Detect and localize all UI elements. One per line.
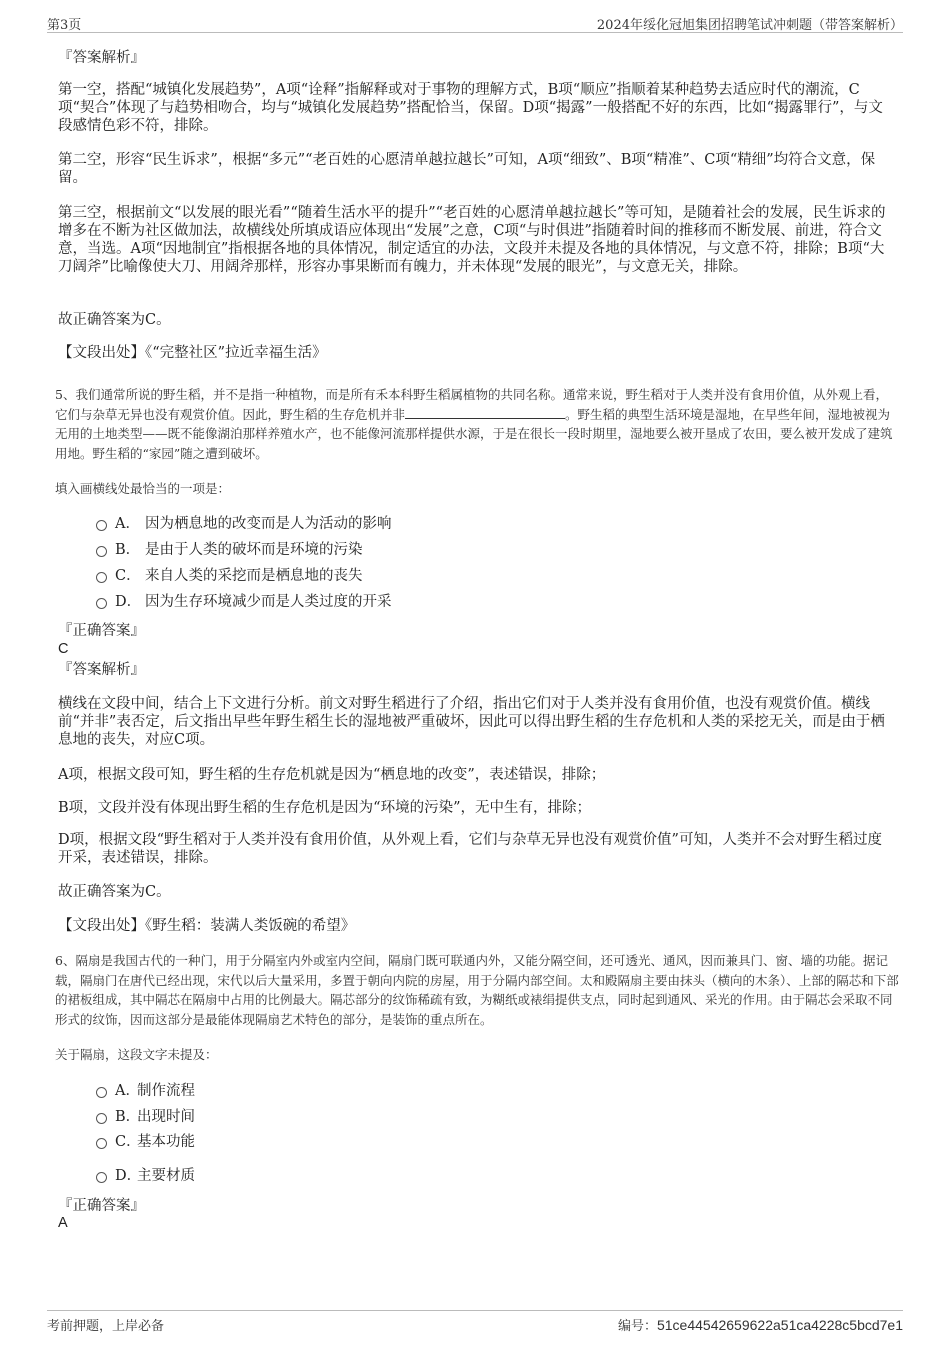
page-number: 第3页: [47, 18, 82, 33]
radio-icon[interactable]: [96, 1138, 107, 1149]
option-text: 是由于人类的破坏而是环境的污染: [145, 542, 363, 558]
q4-conclusion: 故正确答案为C。: [58, 312, 171, 328]
option-text: 主要材质: [137, 1168, 195, 1184]
q6-option-d[interactable]: [96, 1167, 195, 1185]
radio-icon[interactable]: [96, 520, 107, 531]
q5-analysis-label: 『答案解析』: [58, 662, 145, 678]
radio-icon[interactable]: [96, 572, 107, 583]
option-text: 制作流程: [137, 1083, 195, 1099]
q5-stem-part-a: 5、我们通常所说的野生稻，并不是指一种植物，而是所有禾本科野生稻属植物的共同名称。通常来说，野生稻对于人类并没有食用价值，从外观上看，它们与杂草无异也没有观赏价值。因此，野生稻的生存危机并非: [55, 387, 888, 422]
option-letter: A．: [115, 516, 140, 532]
option-text: 基本功能: [137, 1134, 195, 1150]
q5-analysis-p2: A项，根据文段可知，野生稻的生存危机就是因为“栖息地的改变”，表述错误，排除；: [58, 767, 606, 783]
q5-stem-part-b: 。野生稻的典型生活环境是湿地，在早些年间，湿地被视为无用的土地类型——既不能像湖泊那样养殖水产，也不能像河流那样提供水源，于是在很长一段时期里，湿地要么被开垦成了农田，要么被开发成了建筑用地。野生稻的“家园”随之遭到破坏。: [55, 406, 893, 461]
footer-code-value: 51ce44542659622a51ca4228c5bcd7e1: [656, 1317, 903, 1333]
radio-icon[interactable]: [96, 1113, 107, 1124]
option-text: 因为栖息地的改变而是人为活动的影响: [145, 516, 392, 532]
q6-option-a[interactable]: [96, 1082, 195, 1100]
q4-analysis-p3: 第三空，根据前文“以发展的眼光看”“随着生活水平的提升”“老百姓的心愿清单越拉越长”等可知，是随着社会的发展，民生诉求的增多在不断为社区做加法，故横线处所填成语应体现出“发展”之意，C项“与时俱进”指随着时间的推移而不断发展、前进，符合文意，当选。A项“因地制宜”指根据各地的具体情况，制定适宜的办法，文段并未提及各地的具体情况，与文意不符，排除；B项“大刀阔斧”比喻像使大刀、用阔斧那样，形容办事果断而有魄力，并未体现“发展的眼光”，与文意无关，排除。: [58, 205, 886, 275]
q4-analysis-label: 『答案解析』: [58, 50, 145, 66]
document-title: 2024年绥化冠旭集团招聘笔试冲刺题（带答案解析）: [596, 18, 903, 33]
q5-option-b[interactable]: [96, 541, 363, 559]
option-letter: A．: [115, 1083, 140, 1099]
footer-code-label: 编号：: [617, 1319, 657, 1334]
option-text: 出现时间: [137, 1109, 195, 1125]
page-footer: [47, 1310, 903, 1333]
option-letter: C．: [115, 568, 141, 584]
page-header: [47, 14, 903, 33]
q6-option-b[interactable]: [96, 1108, 195, 1126]
q5-analysis-p4: D项，根据文段“野生稻对于人类并没有食用价值，从外观上看，它们与杂草无异也没有观赏价值”可知，人类并不会对野生稻过度开采，表述错误，排除。: [58, 832, 882, 866]
radio-icon[interactable]: [96, 546, 107, 557]
radio-icon[interactable]: [96, 598, 107, 609]
q5-conclusion: 故正确答案为C。: [58, 884, 171, 900]
option-letter: B．: [115, 542, 141, 558]
option-text: 来自人类的采挖而是栖息地的丧失: [145, 568, 363, 584]
footer-code: [618, 1315, 903, 1334]
q5-option-c[interactable]: [96, 567, 363, 585]
q6-option-c[interactable]: [96, 1133, 195, 1151]
footer-slogan: 考前押题，上岸必备: [47, 1319, 165, 1334]
q5-analysis-p3: B项，文段并没有体现出野生稻的生存危机是因为“环境的污染”，无中生有，排除；: [58, 800, 591, 816]
q4-analysis-p1: 第一空，搭配“城镇化发展趋势”，A项“诠释”指解释或对于事物的理解方式，B项“顺应”指顺着某种趋势去适应时代的潮流，C项“契合”体现了与趋势相吻合，均与“城镇化发展趋势”搭配恰当，保留。D项“揭露”一般搭配不好的东西，比如“揭露罪行”，与文段感情色彩不符，排除。: [58, 82, 883, 134]
q5-prompt: 填入画横线处最恰当的一项是：: [55, 481, 231, 496]
q6-correct-answer: A: [58, 1215, 68, 1231]
q5-option-a[interactable]: [96, 515, 392, 533]
q6-prompt: 关于隔扇，这段文字未提及：: [55, 1047, 218, 1062]
q5-answer-blank: [405, 406, 565, 419]
radio-icon[interactable]: [96, 1172, 107, 1183]
q5-source: 【文段出处】《野生稻：装满人类饭碗的希望》: [58, 918, 356, 934]
q4-source: 【文段出处】《“完整社区”拉近幸福生活》: [58, 345, 327, 361]
option-letter: D．: [115, 1168, 142, 1184]
q5-option-d[interactable]: [96, 593, 392, 611]
q5-analysis-p1: 横线在文段中间，结合上下文进行分析。前文对野生稻进行了介绍，指出它们对于人类并没有食用价值，也没有观赏价值。横线前“并非”表否定，后文指出早些年野生稻生长的湿地被严重破坏，因此可以得出野生稻的生存危机和人类的采挖无关，而是由于栖息地的丧失，对应C项。: [58, 696, 885, 748]
q5-stem: [55, 385, 900, 463]
option-letter: D．: [115, 594, 142, 610]
q6-correct-label: 『正确答案』: [58, 1198, 145, 1214]
option-letter: B．: [115, 1109, 141, 1125]
option-text: 因为生存环境减少而是人类过度的开采: [145, 594, 392, 610]
q5-correct-label: 『正确答案』: [58, 623, 145, 639]
radio-icon[interactable]: [96, 1087, 107, 1098]
q4-analysis-p2: 第二空，形容“民生诉求”，根据“多元”“老百姓的心愿清单越拉越长”可知，A项“细致”、B项“精准”、C项“精细”均符合文意，保留。: [58, 152, 876, 186]
q6-stem: 6、隔扇是我国古代的一种门，用于分隔室内外或室内空间，隔扇门既可联通内外，又能分隔空间，还可透光、通风，因而兼具门、窗、墙的功能。据记载，隔扇门在唐代已经出现，宋代以后大量采用，多置于朝向内院的房屋，用于分隔内部空间。太和殿隔扇主要由抹头（横向的木条）、上部的隔芯和下部的裙板组成，其中隔芯在隔扇中占用的比例最大。隔芯部分的纹饰稀疏有致，为糊纸或裱绢提供支点，同时起到通风、采光的作用。由于隔芯会采取不同形式的纹饰，因而这部分是最能体现隔扇艺术特色的部分，是装饰的重点所在。: [55, 953, 899, 1027]
option-letter: C．: [115, 1134, 141, 1150]
q5-correct-answer: C: [58, 641, 69, 657]
